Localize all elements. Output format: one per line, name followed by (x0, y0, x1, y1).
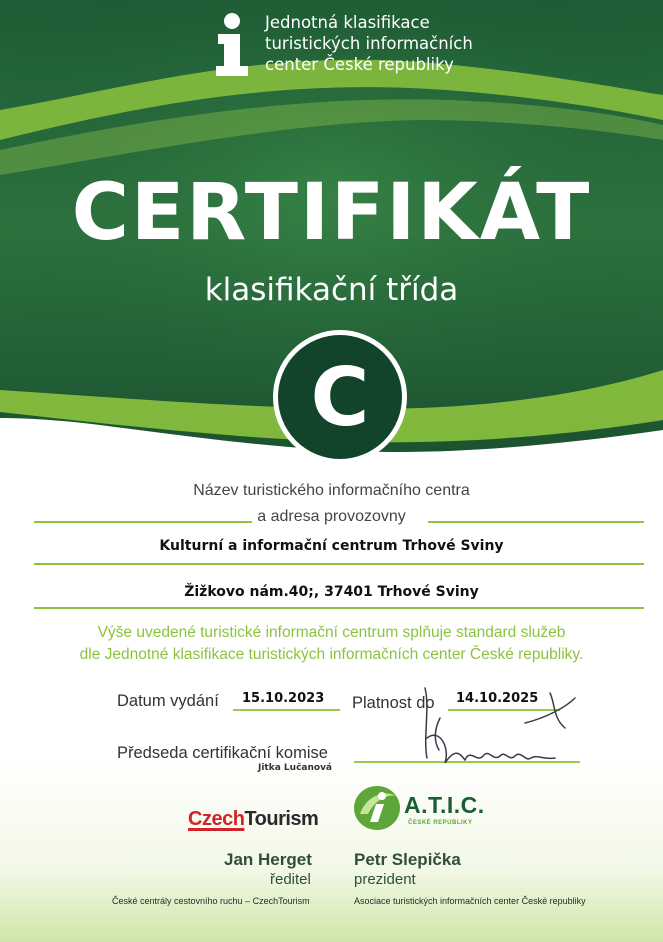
signatory-name: Jan Herget (224, 850, 312, 869)
signatory-role: ředitel (270, 871, 311, 888)
signatory-name: Petr Slepička (354, 850, 461, 869)
header-line: Jednotná klasifikace (265, 13, 430, 32)
center-address: Žižkovo nám.40;, 37401 Trhové Sviny (184, 584, 479, 600)
signatory-role: prezident (354, 871, 416, 888)
certificate-subtitle: klasifikační třída (204, 272, 459, 308)
atic-logo-subtext: ČESKÉ REPUBLIKY (408, 820, 473, 826)
info-i-icon (212, 12, 252, 78)
center-name-label-line2: a adresa provozovny (257, 508, 406, 525)
czechtourism-logo (188, 808, 318, 831)
certificate-title: CERTIFIKÁT (71, 168, 592, 258)
header-line: turistických informačních (265, 34, 473, 53)
czechtourism-logo-part2: Tourism (244, 808, 319, 830)
divider-line (34, 563, 644, 565)
divider-line (428, 521, 644, 523)
commission-chair-name: Jitka Lučanová (258, 763, 333, 773)
valid-until-label: Platnost do (352, 694, 435, 712)
class-badge (273, 330, 407, 464)
header-line: center České republiky (265, 55, 454, 74)
atic-i-icon (352, 784, 402, 832)
standard-text-line1: Výše uvedené turistické informační centrum splňuje standard služeb (97, 624, 566, 641)
commission-label: Předseda certifikační komise (117, 744, 328, 762)
signatory-org: České centrály cestovního ruchu – CzechTourism (112, 896, 310, 906)
issue-date-value: 15.10.2023 (242, 691, 325, 706)
center-name: Kulturní a informační centrum Trhové Sviny (159, 538, 504, 554)
divider-line (34, 607, 644, 609)
header-text (265, 12, 473, 75)
atic-logo-text: A.T.I.C. (404, 792, 485, 818)
issue-date-label: Datum vydání (117, 692, 219, 710)
standard-text-line2: dle Jednotné klasifikace turistických informačních center České republiky. (79, 646, 584, 663)
handwritten-signature (405, 678, 585, 778)
class-letter: C (310, 350, 370, 444)
valid-until-value: 14.10.2025 (456, 691, 539, 706)
signatory-org: Asociace turistických informačních center České republiky (354, 896, 586, 906)
divider-line (233, 709, 340, 711)
czechtourism-logo-part1: Czech (188, 808, 245, 830)
center-name-label-line1: Název turistického informačního centra (193, 482, 470, 499)
